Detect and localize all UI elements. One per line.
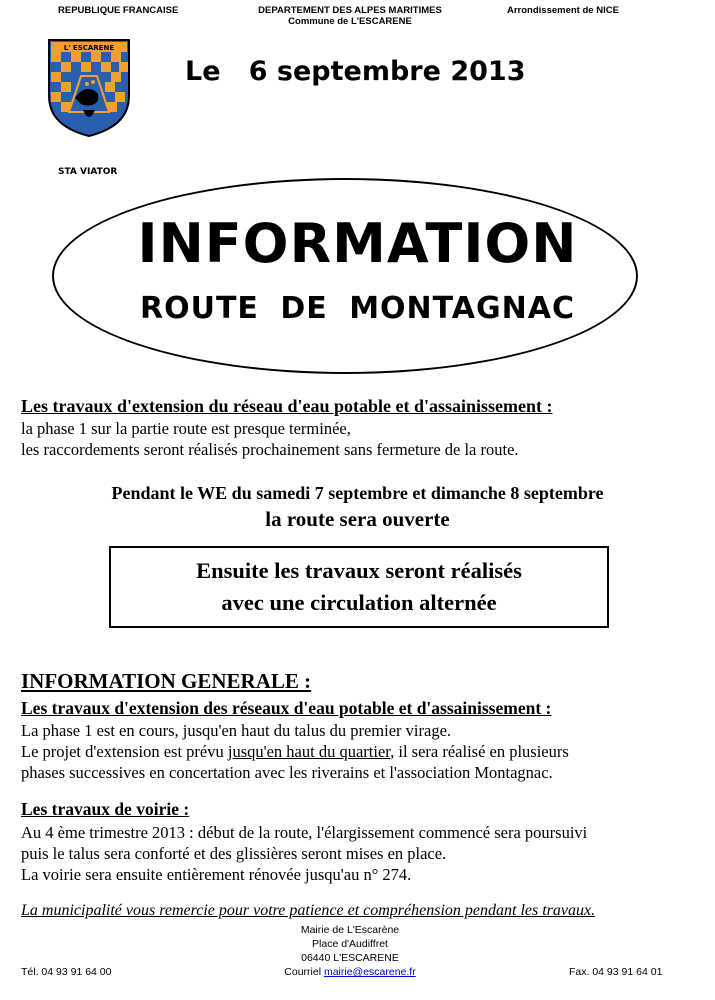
section1-line: les raccordements seront réalisés prochainement sans fermeture de la route.: [21, 440, 519, 459]
water-line2-pre: Le projet d'extension est prévu: [21, 742, 228, 761]
water-line2-post: , il sera réalisé en plusieurs: [390, 742, 569, 761]
boxed-line1: Ensuite les travaux seront réalisés: [196, 558, 522, 583]
general-heading: INFORMATION GENERALE :: [21, 669, 312, 693]
footer-address: 06440 L'ESCARENE: [301, 952, 399, 964]
header-commune: Commune de L'ESCARENE: [288, 16, 412, 27]
water-line2-underlined: jusqu'en haut du quartier: [227, 742, 391, 761]
banner-title: INFORMATION: [137, 212, 578, 275]
coat-of-arms-logo: [47, 38, 131, 138]
thanks-note: La municipalité vous remercie pour votre patience et compréhension pendant les travaux.: [21, 902, 596, 919]
publication-date: [185, 56, 525, 87]
water-line: phases successives en concertation avec les riverains et l'association Montagnac.: [21, 763, 553, 782]
water-line-2: [21, 742, 569, 762]
water-line: La phase 1 est en cours, jusqu'en haut du talus du premier virage.: [21, 721, 452, 740]
footer-email-row: [200, 966, 500, 978]
svg-text:L' ESCARENE: L' ESCARENE: [63, 44, 115, 52]
weekend-line2: la route sera ouverte: [265, 507, 450, 531]
section1-line: la phase 1 sur la partie route est presque terminée,: [21, 419, 351, 438]
email-label: Courriel: [284, 966, 324, 978]
title-oval: [52, 178, 638, 374]
banner-subtitle: ROUTE DE MONTAGNAC: [140, 291, 575, 326]
header-arrondissement: Arrondissement de NICE: [507, 5, 619, 16]
water-heading: Les travaux d'extension des réseaux d'eau potable et d'assainissement :: [21, 698, 552, 718]
section1-heading: Les travaux d'extension du réseau d'eau potable et d'assainissement :: [21, 396, 553, 416]
footer-mairie: Mairie de L'Escarène: [300, 924, 400, 936]
header-republique: REPUBLIQUE FRANCAISE: [58, 5, 179, 16]
date-text: 6 septembre 2013: [248, 56, 526, 87]
road-line: puis le talus sera conforté et des glissières seront mises en place.: [21, 844, 447, 863]
road-heading: Les travaux de voirie :: [21, 799, 190, 819]
motto: STA VIATOR: [58, 167, 118, 177]
footer-place: Place d'Audiffret: [312, 938, 388, 950]
date-prefix: Le: [185, 56, 221, 87]
boxed-line2: avec une circulation alternée: [221, 590, 497, 615]
road-line: La voirie sera ensuite entièrement rénovée jusqu'au n° 274.: [21, 865, 412, 884]
road-line: Au 4 ème trimestre 2013 : début de la route, l'élargissement commencé sera poursuivi: [21, 823, 588, 842]
header-departement: DEPARTEMENT DES ALPES MARITIMES: [258, 5, 442, 16]
footer-phone: Tél. 04 93 91 64 00: [21, 966, 112, 978]
footer-fax: Fax. 04 93 91 64 01: [569, 966, 663, 978]
weekend-line1: Pendant le WE du samedi 7 septembre et dimanche 8 septembre: [111, 483, 604, 503]
email-link[interactable]: mairie@escarene.fr: [323, 966, 416, 978]
